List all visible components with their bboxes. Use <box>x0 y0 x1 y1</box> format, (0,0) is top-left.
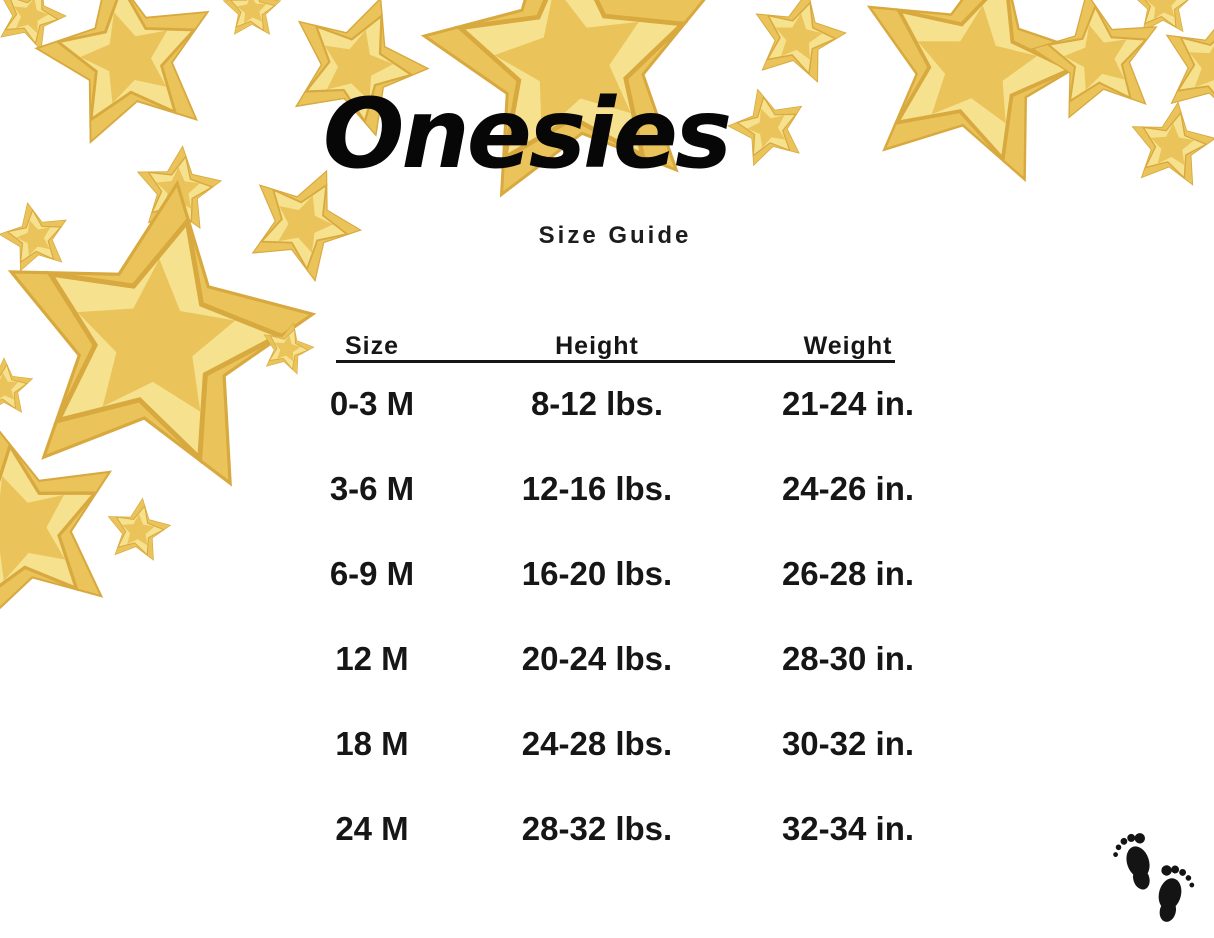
table-cell: 26-28 in. <box>781 554 915 592</box>
table-row <box>297 701 949 786</box>
table-row <box>297 786 949 871</box>
table-cell: 30-32 in. <box>781 724 915 762</box>
table-cell: 20-24 lbs. <box>521 639 673 677</box>
page-subtitle: Size Guide <box>538 222 692 249</box>
baby-footprints-icon <box>1104 818 1204 928</box>
table-cell: 24-28 lbs. <box>521 724 673 762</box>
column-header-height: Height <box>555 332 639 360</box>
table-cell: 24-26 in. <box>781 469 915 507</box>
gold-star <box>721 80 813 170</box>
column-header-size: Size <box>344 332 400 360</box>
table-cell: 16-20 lbs. <box>521 554 673 592</box>
table-row <box>297 446 949 531</box>
gold-star <box>103 494 173 562</box>
gold-star <box>1126 97 1214 187</box>
table-cell: 32-34 in. <box>781 809 915 847</box>
table-row <box>297 531 949 616</box>
gold-star <box>0 358 33 412</box>
table-cell: 3-6 M <box>329 469 415 507</box>
table-cell: 18 M <box>335 724 409 762</box>
table-cell: 6-9 M <box>329 554 415 592</box>
table-cell: 12 M <box>335 639 409 677</box>
gold-star <box>0 196 75 274</box>
table-row <box>297 616 949 701</box>
gold-star <box>745 0 852 85</box>
gold-star <box>23 0 229 149</box>
gold-star <box>1131 0 1196 32</box>
size-table-body <box>297 361 949 871</box>
column-header-weight: Weight <box>803 332 893 360</box>
table-cell: 28-32 lbs. <box>521 809 673 847</box>
gold-star <box>223 0 280 34</box>
table-cell: 0-3 M <box>329 384 415 422</box>
table-cell: 28-30 in. <box>781 639 915 677</box>
table-row <box>297 361 949 446</box>
table-cell: 12-16 lbs. <box>521 469 673 507</box>
table-cell: 21-24 in. <box>781 384 915 422</box>
table-cell: 24 M <box>335 809 409 847</box>
page-title: Onesies <box>322 78 730 190</box>
table-cell: 8-12 lbs. <box>530 384 664 422</box>
size-table-header <box>297 332 949 361</box>
